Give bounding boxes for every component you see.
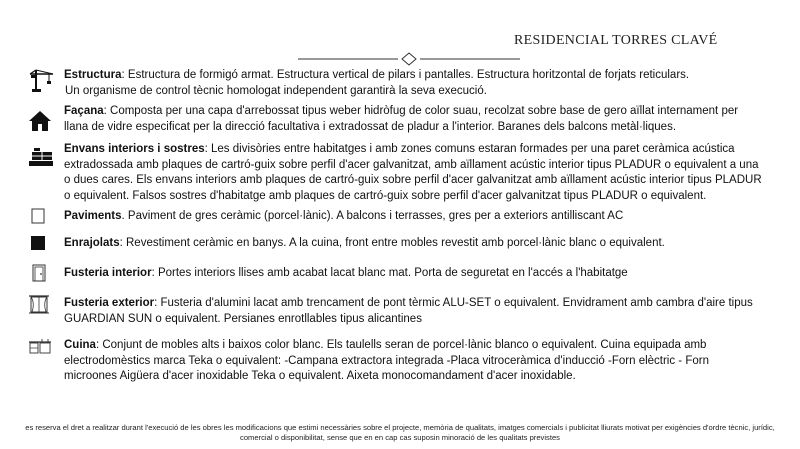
section-title: Fusteria exterior	[64, 297, 155, 309]
section-text	[64, 68, 764, 99]
section-text	[64, 338, 764, 385]
section-title: Paviments	[64, 210, 122, 222]
disclaimer-line: comercial o disponibilitat, sense que en en cap cas suposin minoració de les qualitats previstes	[240, 433, 560, 442]
section-extra: Un organisme de control tècnic homologat independent garantirà la seva execució.	[65, 84, 487, 97]
section-text	[64, 266, 764, 282]
house-icon	[28, 110, 52, 132]
section-body: : Estructura de formigó armat. Estructura vertical de pilars i pantalles. Estructura horitzontal de forjats reticulars.	[121, 69, 690, 81]
section-text	[64, 209, 764, 225]
section-text	[64, 104, 764, 135]
wall-tile-solid-icon	[31, 236, 45, 250]
section-text	[64, 296, 764, 327]
section-title: Estructura	[64, 69, 122, 81]
crane-icon	[28, 67, 54, 93]
floor-tile-outline-icon	[31, 208, 45, 224]
section-body: : Conjunt de mobles alts i baixos color blanc. Els taulells seran de porcel·lànic blanco o equivalent. Cuina equipada amb electrodomèstics marca Teka o equivalent: -Campana extractora integrada -Placa vitroceràmica d'inducció -Forn elèctric - Forn microones Aigüera d'acer inoxidable Teka o equivalent. Aixeta monocomandament d'acer inoxidable.	[64, 339, 709, 382]
section-body: : Fusteria d'alumini lacat amb trencament de pont tèrmic ALU-SET o equivalent. Envidrament amb cambra d'aire tipus GUARDIAN SUN o equivalent. Persianes enrotllables tipus alicantines	[64, 297, 753, 325]
section-body: : Les divisòries entre habitatges i amb zones comuns estaran formades per una paret ceràmica acústica extradossada amb plaques de cartró-guix sobre perfil d'acer galvanitzat, amb aïllament acústic interior tipus PLADUR o equivalent a una o dues cares. Els envans interiors amb plaques de cartró-guix sobre perfil d'acer galvanitzat amb aïllament acústic interior tipus PLADUR o equivalent. Falsos sostres d'habitatge amb plaques de cartró-guix sobre perfil d'acer galvanitzat tipus PLADUR o equivalent.	[64, 143, 762, 202]
disclaimer-footer	[10, 423, 790, 443]
section-body: . Paviment de gres ceràmic (porcel·lànic). A balcons i terrasses, gres per a exteriors antilliscant AC	[121, 210, 624, 222]
door-icon	[31, 264, 47, 282]
section-body: : Portes interiors llises amb acabat lacat blanc mat. Porta de seguretat en l'accés a l'habitatge	[151, 267, 628, 279]
brick-wall-icon	[28, 147, 54, 167]
section-title: Façana	[64, 105, 104, 117]
section-body: : Revestiment ceràmic en banys. A la cuina, front entre mobles revestit amb porcel·lànic blanc o equivalent.	[119, 237, 665, 249]
section-title: Envans interiors i sostres	[64, 143, 205, 155]
section-title: Enrajolats	[64, 237, 120, 249]
kitchen-icon	[28, 338, 52, 354]
section-title: Fusteria interior	[64, 267, 152, 279]
disclaimer-line: es reserva el dret a realitzar durant l'execució de les obres les modificacions que estimi necessàries sobre el projecte, memòria de qualitats, imatges comercials i publicitat lliurats motivat per exigències d'ordre tècnic, jurídic,	[25, 423, 775, 432]
section-text	[64, 236, 764, 252]
title-divider	[298, 52, 520, 66]
section-title: Cuina	[64, 339, 96, 351]
page-title: RESIDENCIAL TORRES CLAVÉ	[514, 33, 718, 48]
window-icon	[28, 294, 50, 314]
section-body: : Composta per una capa d'arrebossat tipus weber hidròfug de color suau, recolzat sobre base de gero aïllat internament per llana de vidre especificat per la direcció facultativa i extradossat de pladur a l'interior. Baranes dels balcons metàl·liques.	[64, 105, 739, 133]
section-text	[64, 142, 764, 204]
